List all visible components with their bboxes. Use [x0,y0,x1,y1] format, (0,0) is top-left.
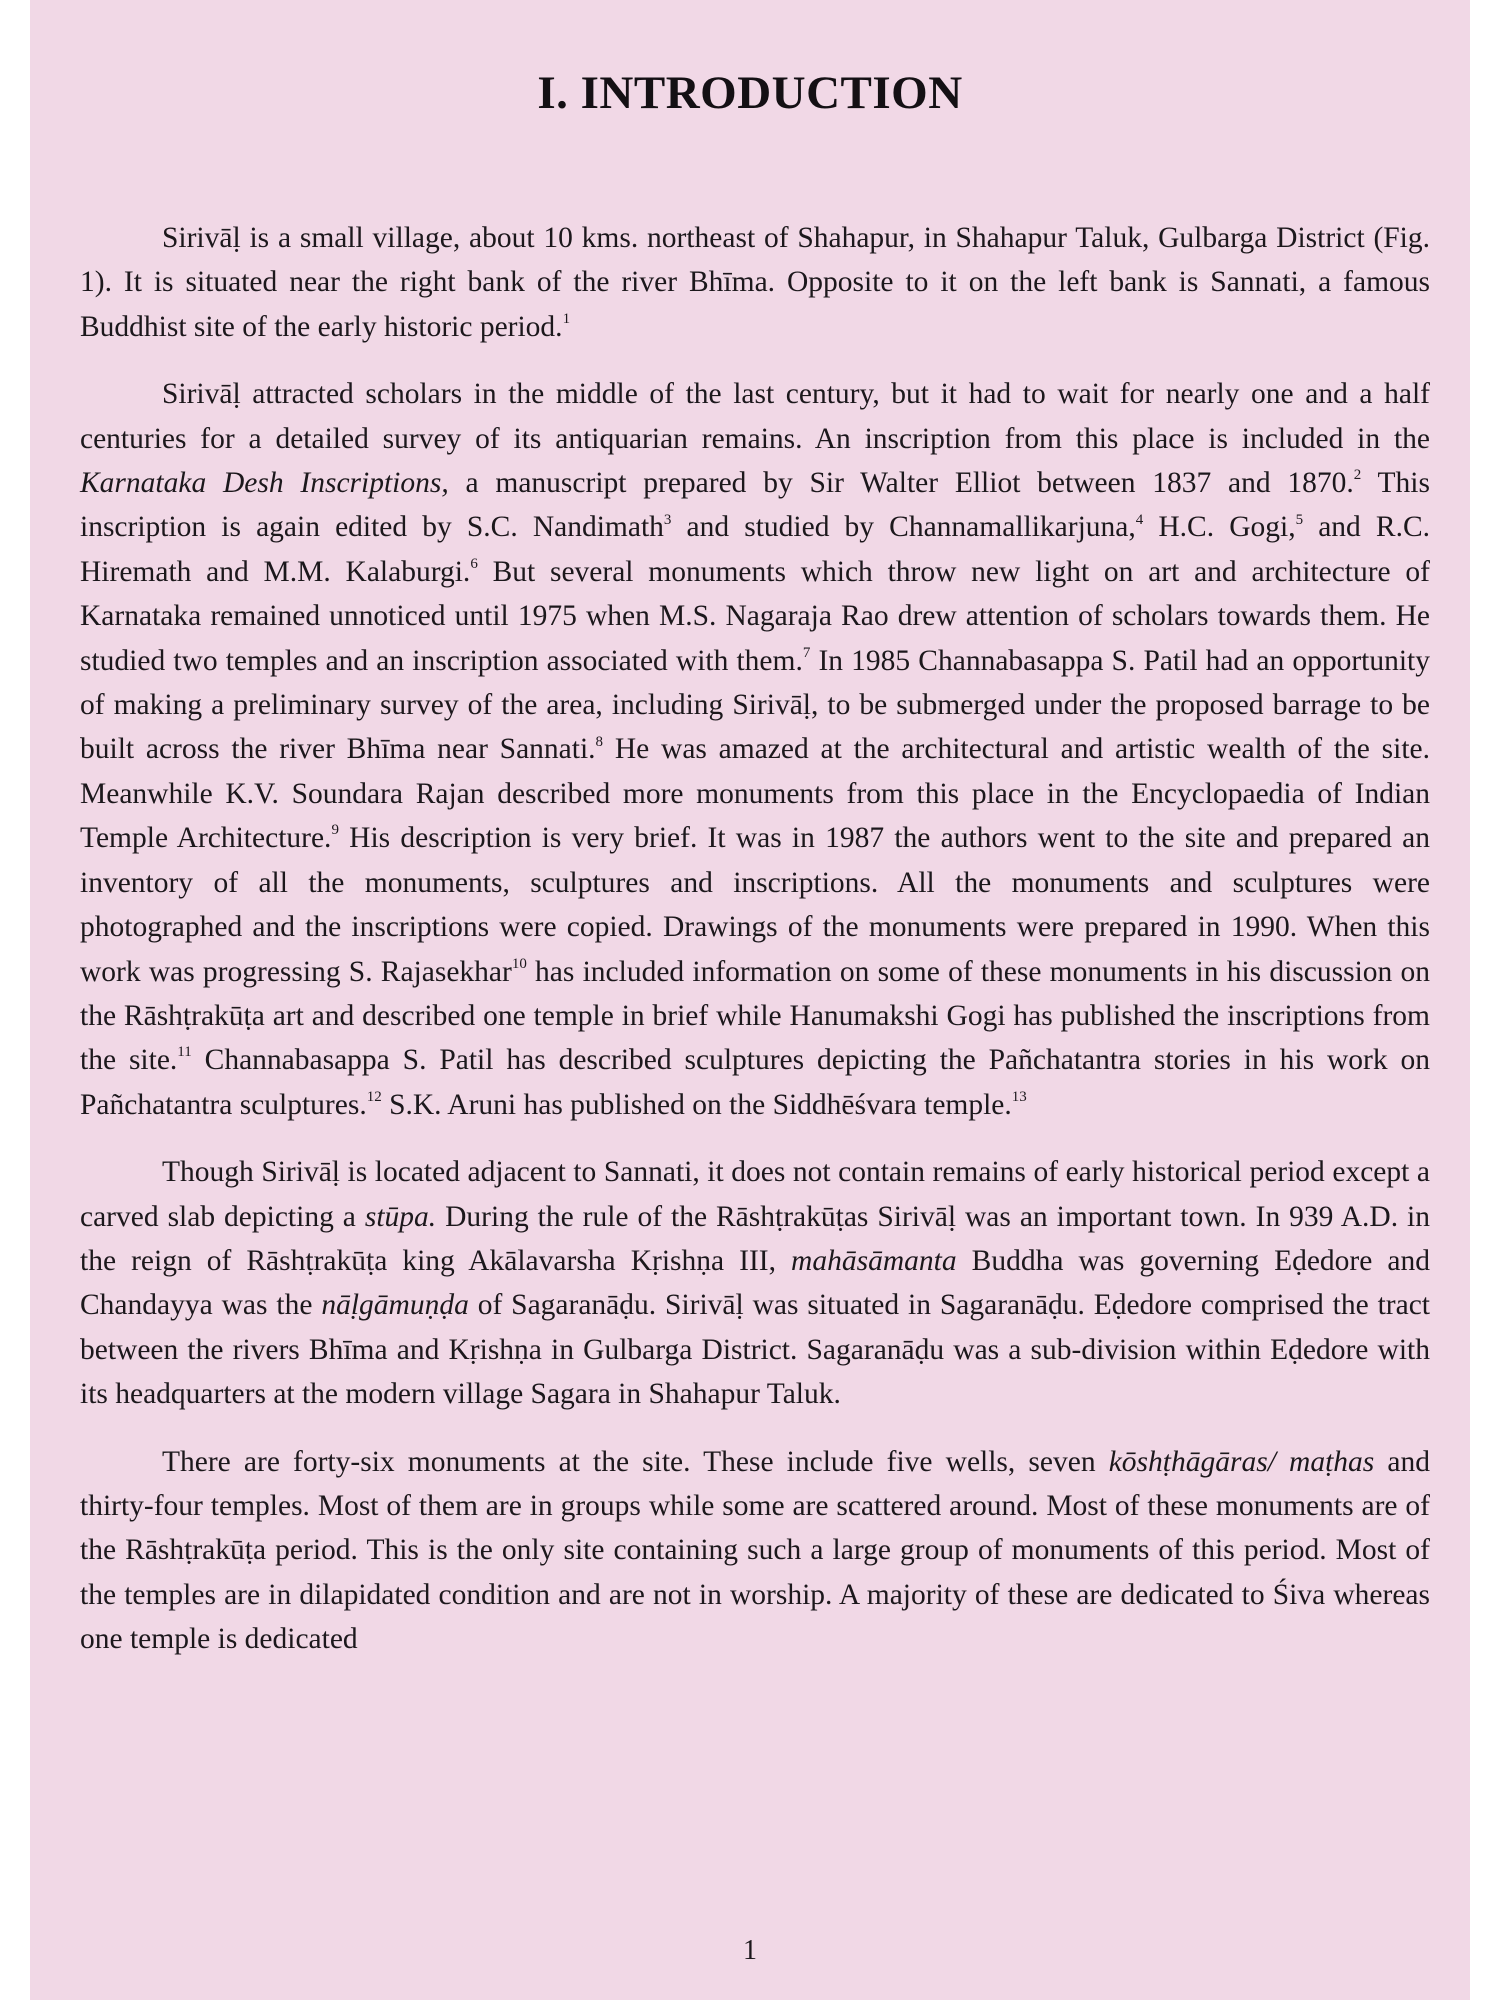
footnote-marker: 3 [663,511,672,528]
italic-term: mahāsāmanta [791,1244,957,1277]
text-run: This inscription is again edited by S.C. Nandimath [80,467,1430,544]
text-run: Channabasappa S. Patil has described sculptures depicting the Pañchatantra stories in his work on Pañchatantra sculptures. [80,1044,1431,1121]
text-run: has included information on some of these monuments in his discussion on the Rāshṭrakūṭa art and described one temple in brief while Hanumakshi Gogi has published the inscriptions from the site. [80,955,1430,1077]
paragraph-4 [80,1440,1430,1662]
footnote-marker: 6 [470,556,478,573]
body-text [80,216,1430,1685]
text-run: He was amazed at the architectural and artistic wealth of the site. Meanwhile K.V. Soundara Rajan described more monuments from this place in the Encyclopaedia of Indian Temple Architecture. [80,733,1431,855]
footnote-marker: 1 [562,310,571,327]
text-run: In 1985 Channabasappa S. Patil had an opportunity of making a preliminary survey of the area, including Sirivāḷ, to be submerged under the proposed barrage to be built across the river Bhīma near Sannati. [80,644,1431,766]
text-run: and studied by Channamallikarjuna, [671,511,1136,544]
footnote-marker: 5 [1295,511,1304,528]
text-run: His description is very brief. It was in 1987 the authors went to the site and prepared an inventory of all the monuments, sculptures and inscriptions. All the monuments and sculptures were photographed and the inscriptions were copied. Drawings of the monuments were prepared in 1990. When this work was progressing S. Rajasekhar [80,822,1430,988]
footnote-marker: 11 [177,1044,192,1061]
page-number: 1 [743,1935,757,1966]
text-run: and thirty-four temples. Most of them are in groups while some are scattered around. Most of these monuments are of the Rāshṭrakūṭa period. This is the only site containing such a large group of monuments of this period. Most of the temples are in dilapidated condition and are not in worship. A majority of these are dedicated to Śiva whereas one temple is dedicated [80,1445,1430,1656]
italic-term: Karnataka Desh Inscriptions, [80,467,449,500]
footnote-marker: 13 [1011,1088,1027,1105]
paragraph-2 [80,372,1430,1127]
paragraph-1 [80,216,1430,349]
footnote-marker: 8 [595,733,604,750]
text-run: H.C. Gogi, [1143,511,1296,544]
text-run: S.K. Aruni has published on the Siddhēśvara temple. [381,1088,1012,1121]
text-run: Sirivāḷ attracted scholars in the middle of the last century, but it had to wait for nearly one and a half centuries for a detailed survey of its antiquarian remains. An inscription from this place is included in the [80,378,1430,455]
page [30,0,1470,2000]
italic-term: kōshṭhāgāras/ maṭhas [1108,1445,1375,1478]
footnote-marker: 2 [1353,467,1362,484]
text-run: But several monuments which throw new light on art and architecture of Karnataka remained unnoticed until 1975 when M.S. Nagaraja Rao drew attention of scholars towards them. He studied two temples and an inscription associated with them. [80,555,1430,677]
footnote-marker: 4 [1135,511,1144,528]
text-run: During the rule of the Rāshṭrakūṭas Sirivāḷ was an important town. In 939 A.D. in the reign of Rāshṭrakūṭa king Akālavarsha Kṛishṇa III, [80,1200,1430,1277]
footnote-marker: 12 [366,1088,382,1105]
paragraph-3 [80,1150,1430,1416]
text-run: a manuscript prepared by Sir Walter Elliot between 1837 and 1870. [448,467,1354,500]
footnote-marker: 10 [511,955,527,972]
footnote-marker: 7 [802,644,811,661]
text-run: Though Sirivāḷ is located adjacent to Sannati, it does not contain remains of early historical period except a carved slab depicting a [80,1156,1430,1233]
page-title: I. INTRODUCTION [537,67,963,119]
text-run: There are forty-six monuments at the site. These include five wells, seven [162,1445,1109,1478]
text-run: Buddha was governing Eḍedore and Chandayya was the [80,1244,1430,1322]
italic-term: nāḷgāmuṇḍa [321,1289,469,1322]
text-run: and R.C. Hiremath and M.M. Kalaburgi. [80,511,1431,588]
italic-term: stūpa. [364,1200,437,1233]
text-run: Sirivāḷ is a small village, about 10 kms. northeast of Shahapur, in Shahapur Taluk, Gulbarga District (Fig. 1). It is situated near the right bank of the river Bhīma. Opposite to it on the left bank is Sannati, a famous Buddhist site of the early historic period. [80,222,1430,343]
text-run: of Sagaranāḍu. Sirivāḷ was situated in Sagaranāḍu. Eḍedore comprised the tract between the rivers Bhīma and Kṛishṇa in Gulbarga District. Sagaranāḍu was a sub-division within Eḍedore with its headquarters at the modern village Sagara in Shahapur Taluk. [80,1289,1431,1411]
footnote-marker: 9 [331,822,339,839]
